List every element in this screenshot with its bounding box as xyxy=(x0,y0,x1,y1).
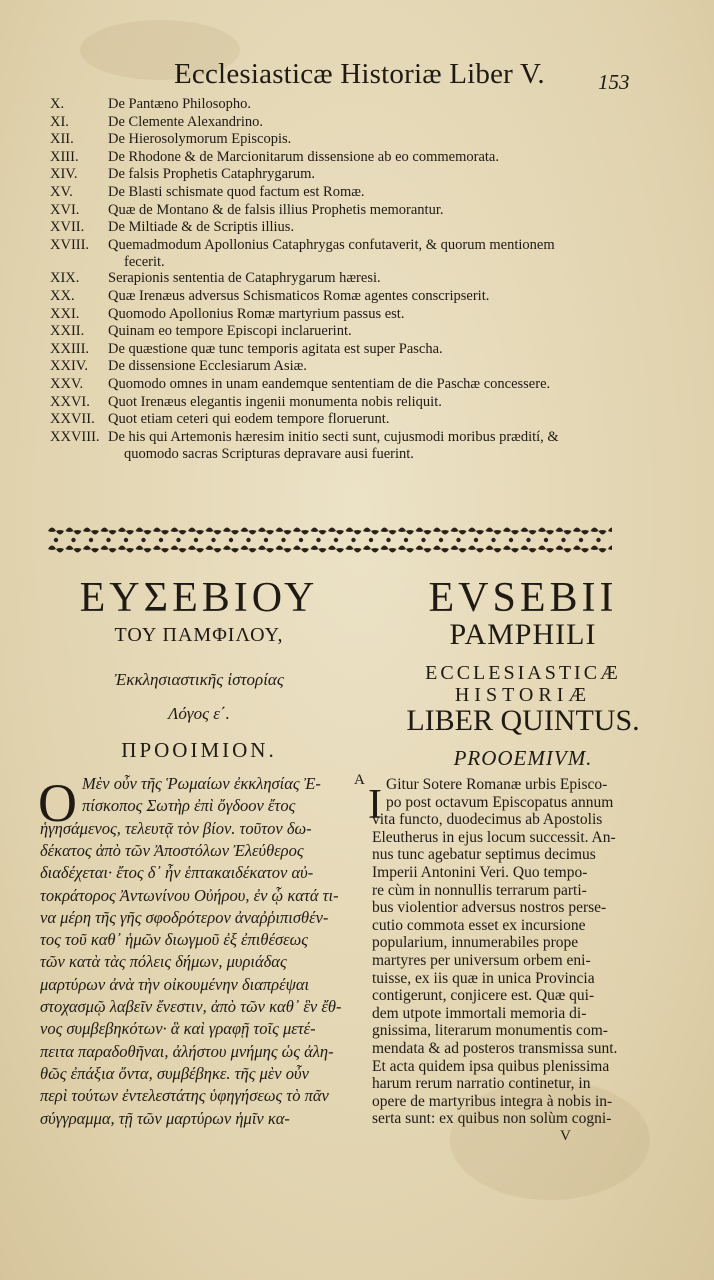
toc-chapter-title: De Miltiade & de Scriptis illius. xyxy=(108,219,295,236)
ornament-dot xyxy=(54,538,58,542)
text-line: nus tunc agebatur septimus decimus xyxy=(372,846,596,864)
ornament-dot xyxy=(264,538,268,542)
ornament-dot xyxy=(351,538,355,542)
toc-chapter-title: Quæ Irenæus adversus Schismaticos Romæ agentes conscripserit. xyxy=(108,288,490,304)
ornament-motif xyxy=(346,546,362,553)
ornament-motif xyxy=(48,546,64,553)
ornament-dot xyxy=(526,538,530,542)
toc-chapter-number: XI. xyxy=(50,113,69,130)
toc-chapter-number: XIV. xyxy=(50,166,78,183)
ornament-dot xyxy=(299,538,303,542)
ornament-motif xyxy=(206,528,222,535)
ornament-dot xyxy=(561,538,565,542)
ornament-motif xyxy=(258,546,274,553)
ornament-motif xyxy=(608,528,612,535)
toc-chapter-number: XVI. xyxy=(50,201,80,218)
ornament-motif xyxy=(381,546,397,553)
ornament-dot xyxy=(159,538,163,542)
ornament-dot xyxy=(579,538,583,542)
ornament-dot xyxy=(421,538,425,542)
toc-chapter-number: XXII. xyxy=(50,323,85,340)
ornament-motif xyxy=(468,546,484,553)
ornament-dot xyxy=(386,538,390,542)
greek-dropcap: O xyxy=(38,773,77,833)
ornament-motif xyxy=(381,528,397,535)
toc-chapter-title: De Blasti schismate quod factum est Romæ. xyxy=(108,184,365,200)
ornament-motif xyxy=(538,546,554,553)
ornament-motif xyxy=(206,546,222,553)
text-line: cutio commota esset ex incursione xyxy=(372,916,586,934)
toc-chapter-title: De quæstione quæ tunc temporis agitata est super Pascha. xyxy=(108,340,443,357)
ornament-motif xyxy=(101,528,117,535)
ornament-dot xyxy=(124,538,128,542)
toc-chapter-number: XVIII. xyxy=(50,236,90,253)
ornament-motif xyxy=(451,528,467,535)
ornament-motif xyxy=(468,528,484,535)
text-line: popularium, innumerabiles prope xyxy=(372,934,579,952)
toc-chapter-number: XXIII. xyxy=(50,340,90,357)
ornament-motif xyxy=(188,528,204,535)
text-line: πειτα παραδοθῆναι, ἀλήστου μνήμης ὡς ἀλη- xyxy=(40,1041,334,1061)
toc-chapter-title-continued: quomodo sacras Scripturas depravare ausi fuerint. xyxy=(124,446,414,463)
ornament-dot xyxy=(334,538,338,542)
latin-line4: HISTORIÆ xyxy=(454,684,592,706)
ornament-motif xyxy=(556,528,572,535)
ornament-motif xyxy=(293,546,309,553)
ornament-motif xyxy=(363,528,379,535)
ornament-motif xyxy=(171,546,187,553)
ornament-motif xyxy=(276,528,292,535)
ornament-motif xyxy=(118,528,134,535)
ornament-dot xyxy=(456,538,460,542)
toc-chapter-title: De his qui Artemonis hæresim initio secti sunt, cujusmodi moribus prædití, & xyxy=(108,428,559,445)
ornament-dot xyxy=(246,538,250,542)
text-line: martyres per universum orbem eni- xyxy=(372,952,591,969)
text-line: περὶ τούτων ἐντελεστάτης ὑφηγήσεως τὸ πᾶν xyxy=(40,1086,329,1106)
toc-chapter-number: XXVIII. xyxy=(50,428,100,445)
toc-chapter-number: XX. xyxy=(50,288,75,304)
text-line: διαδέχεται· ἔτος δ᾽ ἦν ἑπτακαιδέκατον αὐ- xyxy=(40,863,314,883)
text-line: Imperii Antonini Veri. Quo tempo- xyxy=(372,864,588,881)
text-line: dem utpote immortali memoria di- xyxy=(372,1004,587,1022)
toc-chapter-number: XXV. xyxy=(50,376,84,392)
text-line: δέκατος ἀπὸ τῶν Ἀποστόλων Ἐλεύθερος xyxy=(40,840,304,860)
latin-proem-heading: PROOEMIVM. xyxy=(453,746,593,770)
ornament-motif xyxy=(398,528,414,535)
ornament-motif xyxy=(241,528,257,535)
text-line: θῶς ἐπάξια ὄντα, συμβέβηκε. τῆς μὲν οὖν xyxy=(40,1063,309,1083)
text-line: ἡγησάμενος, τελευτᾷ τὸν βίον. τοῦτον δω- xyxy=(40,818,312,838)
toc-chapter-title: Quinam eo tempore Episcopi inclaruerint. xyxy=(108,323,352,340)
toc-chapter-number: XV. xyxy=(50,184,73,200)
ornament-motif xyxy=(398,546,414,553)
ornament-motif xyxy=(328,528,344,535)
ornament-motif xyxy=(486,528,502,535)
text-line: harum rerum narratio continetur, in xyxy=(372,1075,591,1093)
toc-chapter-title: De dissensione Ecclesiarum Asiæ. xyxy=(108,358,307,375)
ornament-motif xyxy=(573,528,589,535)
text-line: re cùm in nonnullis terrarum parti- xyxy=(372,881,587,899)
text-line: μαρτύρων ἀνὰ τὴν οἰκουμένην διαπρέψαι xyxy=(40,974,310,994)
toc-chapter-title: Serapionis sententia de Cataphrygarum hæresi. xyxy=(108,270,381,287)
text-line: σύγγραμμα, τῇ τῶν μαρτύρων ἡμῖν κα- xyxy=(40,1108,290,1128)
ornament-motif xyxy=(258,528,274,535)
ornament-motif xyxy=(346,528,362,535)
text-line: πίσκοπος Σωτὴρ ἐπὶ ὄγδοον ἔτος xyxy=(82,796,296,816)
ornament-motif xyxy=(311,546,327,553)
ornament-dot xyxy=(106,538,110,542)
ornament-dot xyxy=(369,538,373,542)
toc-chapter-title: Quomodo omnes in unam eandemque sententiam de die Paschæ concessere. xyxy=(108,376,551,392)
greek-line4: Λόγος ε΄. xyxy=(168,704,230,723)
ornament-dot xyxy=(316,538,320,542)
ornament-dot xyxy=(596,538,600,542)
toc-chapter-title: Quemadmodum Apollonius Cataphrygas confutaverit, & quorum mentionem xyxy=(108,236,555,253)
running-header xyxy=(0,58,714,98)
toc-chapter-number: XXIV. xyxy=(50,358,88,375)
toc-chapter-number: XXVII. xyxy=(50,411,95,428)
toc-chapter-title: Quot Irenæus elegantis ingenii monumenta nobis reliquit. xyxy=(108,393,442,410)
ornament-dot xyxy=(474,538,478,542)
toc-chapter-title: De Rhodone & de Marcionitarum dissensione ab eo commemorata. xyxy=(108,148,499,165)
text-line: στοχασμῷ λαβεῖν ἔνεστιν, ἀπὸ τῶν καθ᾽ ἓν ἔθ- xyxy=(40,997,342,1016)
text-line: τοκράτορος Ἀντωνίνου Οὐήρου, ἐν ᾧ κατά τι- xyxy=(40,885,339,905)
toc-chapter-title: Quot etiam ceteri qui eodem tempore floruerunt. xyxy=(108,411,390,428)
ornament-motif xyxy=(83,528,99,535)
page-number: 153 xyxy=(598,70,630,94)
text-line: contigerunt, conjicere est. Quæ qui- xyxy=(372,987,595,1005)
toc-chapter-number: XXI. xyxy=(50,305,80,322)
ornament-motif xyxy=(573,546,589,553)
ornament-motif xyxy=(48,528,64,535)
toc-chapter-number: XIX. xyxy=(50,270,80,287)
greek-title: ΕΥΣΕΒΙΟΥ xyxy=(79,575,319,621)
latin-title: EVSEBII xyxy=(428,575,618,621)
ornament-dot xyxy=(281,538,285,542)
toc-chapter-title: Quomodo Apollonius Romæ martyrium passus est. xyxy=(108,305,405,322)
text-line: Et acta quidem ipsa quibus plenissima xyxy=(372,1057,610,1075)
toc-chapter-number: XII. xyxy=(50,131,74,148)
toc-chapter-title: De Pantæno Philosopho. xyxy=(108,96,251,112)
ornament-motif xyxy=(521,546,537,553)
ornament-motif xyxy=(223,528,239,535)
text-line: opere de martyribus integra à nobis in- xyxy=(372,1092,613,1110)
ornament-motif xyxy=(153,546,169,553)
ornament-motif xyxy=(503,546,519,553)
ornament-dot xyxy=(176,538,180,542)
text-line: tuisse, ex iis quæ in unica Provincia xyxy=(372,969,595,987)
greek-subtitle: ΤΟΥ ΠΑΜΦΙΛΟΥ, xyxy=(114,624,284,646)
ornament-motif xyxy=(608,546,612,553)
text-line: νος συμβεβηκότων· ἃ καὶ γραφῇ τοῖς μετέ- xyxy=(40,1019,316,1039)
ornament-dot xyxy=(89,538,93,542)
toc-chapter-number: X. xyxy=(50,96,65,112)
ornament-motif xyxy=(171,528,187,535)
toc-chapter-number: XIII. xyxy=(50,148,79,165)
text-line: vita functo, duodecimus ab Apostolis xyxy=(372,811,603,829)
toc-chapter-title: De falsis Prophetis Cataphrygarum. xyxy=(108,166,315,183)
ornament-motif xyxy=(433,546,449,553)
ornament-motif xyxy=(591,528,607,535)
ornament-motif xyxy=(293,528,309,535)
catchword: V xyxy=(560,1128,571,1144)
margin-letter: A xyxy=(354,772,365,788)
ornament-dot xyxy=(491,538,495,542)
toc-chapter-title-continued: fecerit. xyxy=(124,254,165,271)
toc-chapter-title: Quæ de Montano & de falsis illius Prophetis memorantur. xyxy=(108,201,444,218)
ornament-motif xyxy=(136,528,152,535)
text-line: τος τοῦ καθ᾽ ἡμῶν διωγμοῦ ἐξ ἐπιθέσεως xyxy=(40,930,308,950)
ornament-motif xyxy=(223,546,239,553)
ornament-motif xyxy=(136,546,152,553)
ornament-motif xyxy=(363,546,379,553)
ornament-motif xyxy=(153,528,169,535)
toc-chapter-number: XXVI. xyxy=(50,393,90,410)
running-title: Ecclesiasticæ Historiæ Liber V. xyxy=(174,58,545,90)
ornament-motif xyxy=(451,546,467,553)
ornament-motif xyxy=(416,546,432,553)
text-line: Gitur Sotere Romanæ urbis Episco- xyxy=(386,776,608,793)
ornament-motif xyxy=(101,546,117,553)
latin-line5: LIBER QUINTUS. xyxy=(406,704,640,737)
ornament-dot xyxy=(509,538,513,542)
ornament-dot xyxy=(194,538,198,542)
ornament-motif xyxy=(66,528,82,535)
ornament-motif xyxy=(556,546,572,553)
toc-chapter-title: De Hierosolymorum Episcopis. xyxy=(108,131,292,148)
ornament-dot xyxy=(544,538,548,542)
ornament-dot xyxy=(71,538,75,542)
text-line: mendata & ad posteros transmissa sunt. xyxy=(372,1040,618,1057)
text-line: τῶν κατὰ τὰς πόλεις δήμων, μυριάδας xyxy=(40,952,287,972)
ornament-motif xyxy=(276,546,292,553)
greek-proem-heading: ΠΡΟΟΙΜΙΟΝ. xyxy=(121,738,277,762)
text-line: po post octavum Episcopatus annum xyxy=(386,793,614,811)
ornament-dot xyxy=(229,538,233,542)
text-line: bus violentior adversus nostros perse- xyxy=(372,899,607,917)
ornament-motif xyxy=(311,528,327,535)
latin-subtitle: PAMPHILI xyxy=(449,618,597,651)
ornament-dot xyxy=(211,538,215,542)
ornament-dot xyxy=(439,538,443,542)
text-line: να μέρη τῆς γῆς σφοδρότερον ἀναῤῥιπισθέν- xyxy=(40,907,329,927)
toc-chapter-number: XVII. xyxy=(50,219,85,236)
ornament-motif xyxy=(241,546,257,553)
text-line: Eleutherus in ejus locum successit. An- xyxy=(372,828,616,846)
text-line: serta sunt: ex quibus non solùm cogni- xyxy=(372,1110,612,1128)
latin-line3: ECCLESIASTICÆ xyxy=(425,662,621,684)
toc-chapter-title: De Clemente Alexandrino. xyxy=(108,113,264,130)
ornament-motif xyxy=(188,546,204,553)
ornament-motif xyxy=(538,528,554,535)
ornament-motif xyxy=(66,546,82,553)
ornament-motif xyxy=(521,528,537,535)
ornament-band xyxy=(44,522,612,558)
ornament-motif xyxy=(486,546,502,553)
ornament-motif xyxy=(433,528,449,535)
text-line: gnissima, literarum monumentis com- xyxy=(372,1022,608,1040)
ornament-motif xyxy=(591,546,607,553)
ornament-dot xyxy=(404,538,408,542)
ornament-motif xyxy=(83,546,99,553)
ornament-dot xyxy=(141,538,145,542)
ornament-motif xyxy=(503,528,519,535)
ornament-motif xyxy=(118,546,134,553)
greek-line3: Ἐκκλησιαστικῆς ἱστορίας xyxy=(114,670,284,689)
text-line: Μὲν οὖν τῆς Ῥωμαίων ἐκκλησίας Ἐ- xyxy=(82,774,321,793)
ornament-motif xyxy=(328,546,344,553)
latin-dropcap: I xyxy=(368,782,382,828)
ornament-motif xyxy=(416,528,432,535)
